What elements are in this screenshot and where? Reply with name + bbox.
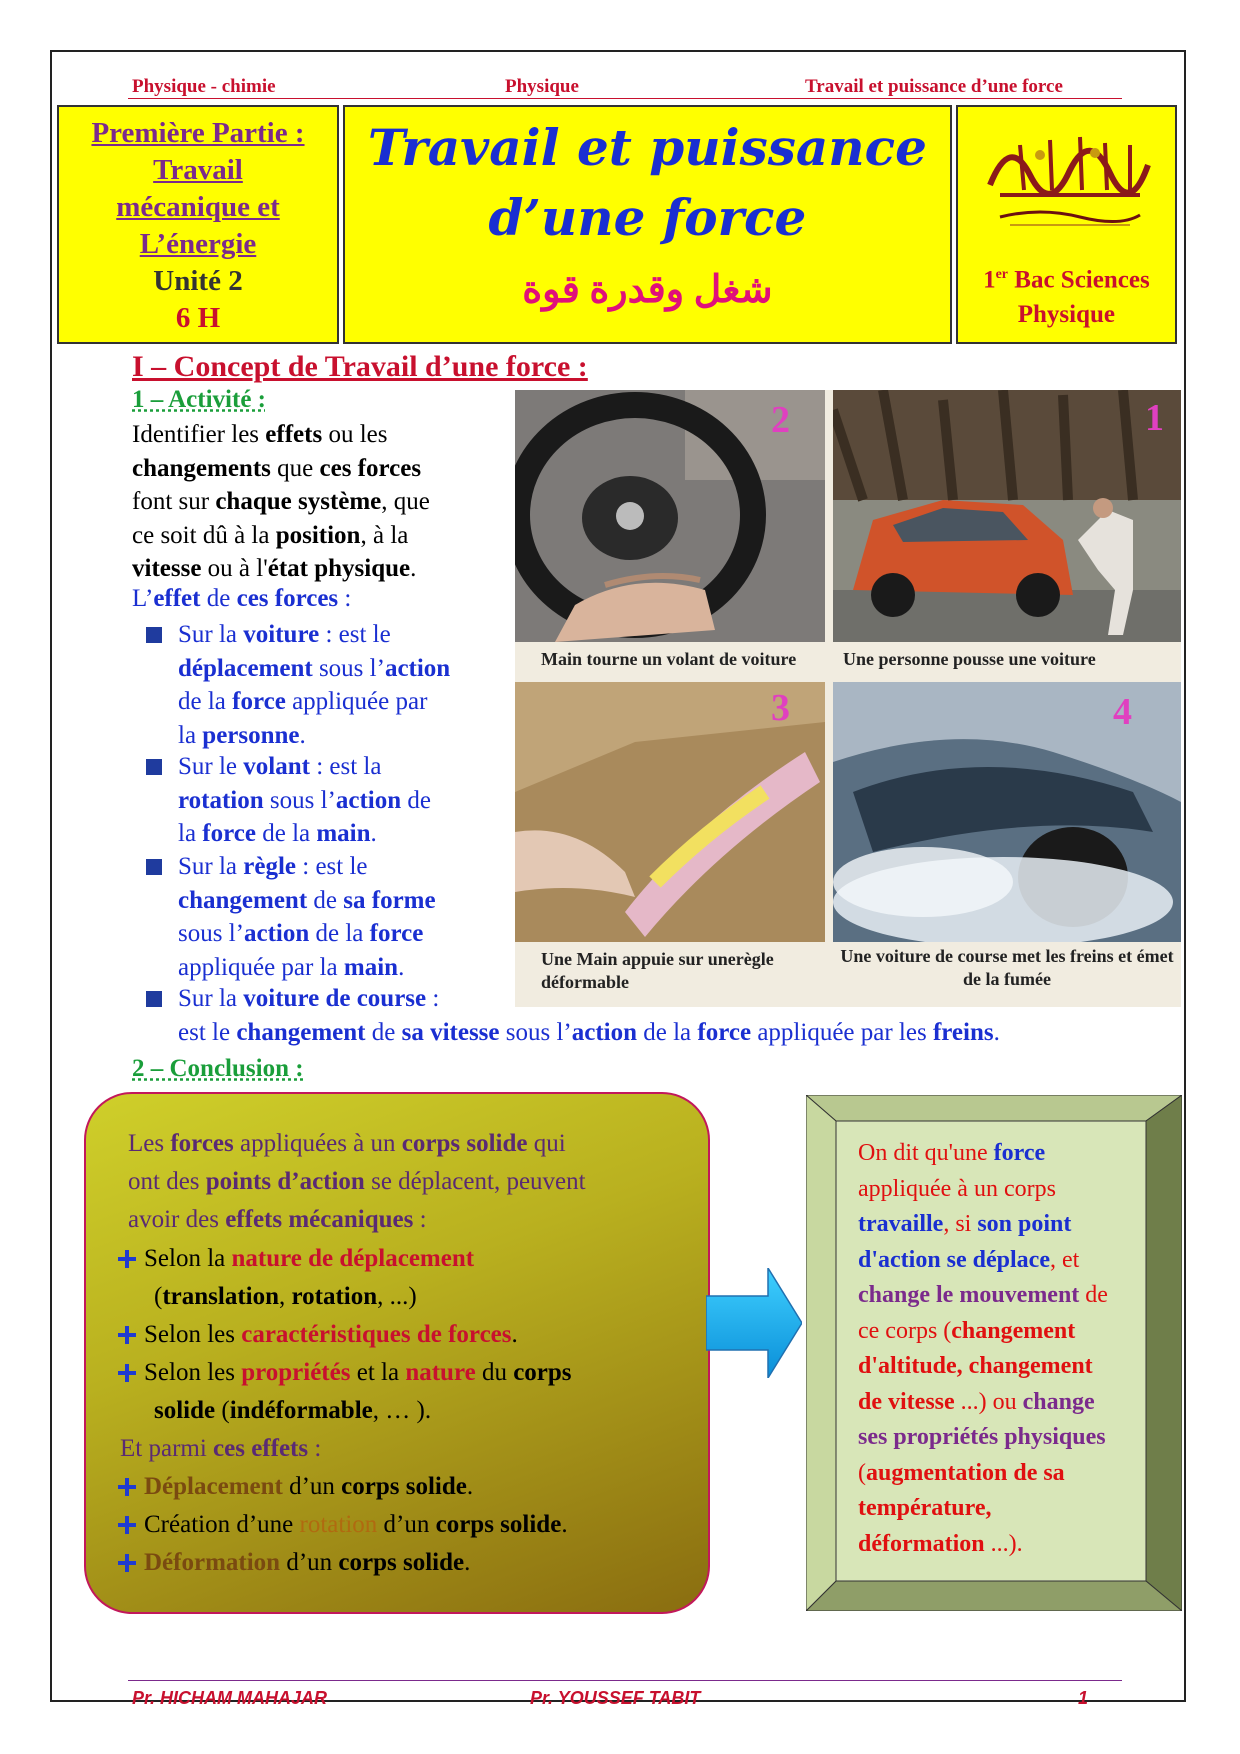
text-run: , et — [1050, 1246, 1080, 1273]
ruler-photo — [515, 682, 825, 942]
text-run: , … ). — [372, 1397, 432, 1424]
photo-caption: Une personne pousse une voiture — [843, 649, 1096, 669]
activity-title: 1 – Activité : — [132, 386, 266, 413]
bullet-line — [178, 784, 431, 818]
text-run: Selon les — [144, 1359, 242, 1386]
text-run: main — [316, 820, 371, 847]
text-run: . — [511, 1321, 518, 1348]
text-run: : — [426, 985, 440, 1012]
text-run: ( — [858, 1459, 866, 1486]
text-run: ou à l' — [201, 555, 268, 582]
text-run: règle — [243, 853, 297, 880]
text-run: change le mouvement — [858, 1282, 1080, 1308]
bullet-line — [178, 685, 450, 719]
text-run: force — [993, 1140, 1046, 1166]
text-run: effets mécaniques — [225, 1206, 414, 1233]
photo-caption: Main tourne un volant de voiture — [541, 649, 797, 669]
text-run: ces effets — [213, 1435, 309, 1462]
text-run: de la — [255, 820, 317, 847]
text-run: corps solide — [341, 1473, 467, 1500]
text-run: appliquée par les — [751, 1018, 933, 1046]
hours-label: 6 H — [175, 302, 221, 334]
unit-label: Unité 2 — [153, 265, 243, 297]
text-run: de — [1079, 1282, 1108, 1308]
bullet-line — [178, 618, 450, 652]
text-run: Sur la — [178, 853, 244, 880]
text-run: : — [413, 1206, 427, 1233]
text-run: Selon les — [144, 1321, 242, 1348]
text-run: est le — [178, 1018, 237, 1046]
definition-line — [858, 1456, 1148, 1492]
conclusion-line — [118, 1240, 474, 1277]
text-run: température, — [858, 1495, 992, 1521]
text-run: nature — [405, 1359, 476, 1386]
text-run: Déplacement — [144, 1473, 283, 1500]
conclusion-line — [118, 1468, 473, 1505]
photo-number: 3 — [771, 687, 790, 729]
text-run: ...) ou — [954, 1388, 1023, 1415]
paragraph-line — [132, 452, 512, 486]
lesson-title-arabic: شغل وقدرة قوة — [522, 269, 773, 311]
conclusion-line — [128, 1163, 586, 1200]
right-arrow-icon — [706, 1268, 802, 1378]
text-run: font sur — [132, 488, 216, 515]
bullet-line — [178, 850, 436, 884]
text-run: ( — [154, 1283, 163, 1310]
text-run: ces forces — [236, 585, 339, 612]
text-run: . — [410, 555, 417, 582]
header-subject: Physique - chimie — [132, 76, 276, 97]
plus-bullet-icon — [118, 1364, 136, 1382]
conclusion-line — [154, 1278, 417, 1315]
text-run: la — [178, 820, 203, 847]
bullet-line — [178, 951, 436, 985]
text-run: indéformable — [229, 1397, 373, 1424]
text-run: Et parmi — [120, 1435, 214, 1462]
text-run: de vitesse — [858, 1388, 955, 1415]
pushing-car-photo — [833, 390, 1181, 642]
definition-line — [858, 1349, 1148, 1385]
conclusion-line — [118, 1506, 568, 1543]
lesson-title-line1: Travail et puissance — [367, 118, 927, 177]
part-line: mécanique et — [116, 191, 280, 223]
footer-author-1: Pr. HICHAM MAHAJAR — [132, 1688, 328, 1708]
bullet-text — [178, 618, 450, 752]
footer-rule — [128, 1680, 1122, 1681]
plus-bullet-icon — [118, 1478, 136, 1496]
text-run: change — [1022, 1388, 1095, 1415]
definition-line — [858, 1527, 1148, 1563]
paragraph-line — [132, 519, 512, 553]
text-run: Sur la — [178, 985, 244, 1012]
text-run: Création d’une — [144, 1511, 300, 1538]
paragraph-line — [132, 552, 512, 586]
square-bullet-icon — [146, 759, 162, 775]
activity-instructions — [132, 418, 512, 586]
header-discipline: Physique — [505, 76, 579, 97]
photo-caption: Une voiture de course met les freins et émet de la fumée — [840, 946, 1174, 989]
text-run: avoir des — [128, 1206, 226, 1233]
definition-line — [858, 1207, 1148, 1243]
square-bullet-icon — [146, 627, 162, 643]
bullet-line — [178, 652, 450, 686]
definition-line — [858, 1385, 1148, 1421]
bullet-line — [178, 884, 436, 918]
text-run: effets — [265, 421, 323, 448]
text-run: d’un — [280, 1549, 339, 1576]
text-run: Déformation — [144, 1549, 281, 1576]
text-run: que — [270, 454, 320, 482]
text-run: ce soit dû à la — [132, 521, 276, 549]
text-run: rotation — [299, 1511, 378, 1538]
part-line: L’énergie — [139, 228, 257, 260]
plus-bullet-icon — [118, 1326, 136, 1344]
text-run: du — [475, 1359, 514, 1386]
photo-grid — [515, 390, 1181, 1007]
text-run: , que — [381, 488, 430, 515]
text-run: de la — [309, 920, 370, 947]
plus-bullet-icon — [118, 1516, 136, 1534]
level-label: 1er Bac Sciences Physique — [983, 266, 1150, 329]
text-run: vitesse — [132, 555, 202, 582]
bullet-line — [178, 917, 436, 951]
text-run: action — [384, 654, 451, 682]
text-run: force — [202, 820, 256, 847]
text-run: d’un — [377, 1511, 436, 1538]
definition-line — [858, 1314, 1148, 1350]
text-run: solide — [154, 1397, 216, 1424]
photo-number: 2 — [771, 399, 790, 441]
text-run: force — [369, 920, 424, 947]
text-run: : est le — [296, 853, 368, 880]
lesson-title-line2: d’une force — [488, 188, 807, 247]
text-run: action — [335, 786, 402, 814]
text-run: et la — [350, 1359, 406, 1386]
text-run: état physique — [267, 555, 411, 582]
text-run: : — [338, 585, 352, 612]
plus-bullet-icon — [118, 1554, 136, 1572]
text-run: ce corps ( — [858, 1317, 952, 1344]
text-run: : est la — [309, 753, 382, 780]
text-run: . — [370, 820, 377, 847]
text-run: action — [243, 920, 310, 947]
text-run: sous l’ — [312, 654, 385, 682]
text-run: corps solide — [338, 1549, 465, 1576]
text-run: ou les — [322, 421, 388, 448]
text-run: action — [571, 1018, 638, 1046]
plus-bullet-icon — [118, 1250, 136, 1268]
definition-text — [858, 1136, 1148, 1562]
text-run: main — [343, 953, 399, 981]
basmala-calligraphy-logo — [980, 115, 1156, 235]
text-run: rotation — [178, 786, 264, 814]
conclusion-line — [154, 1392, 431, 1429]
text-run: changement — [178, 886, 308, 914]
text-run: déformation — [858, 1530, 985, 1557]
definition-line — [858, 1278, 1148, 1314]
text-run: effet — [153, 585, 201, 612]
text-run: force — [697, 1018, 752, 1046]
square-bullet-icon — [146, 991, 162, 1007]
definition-line — [858, 1420, 1148, 1456]
text-run: translation — [162, 1283, 280, 1310]
text-run: Identifier les — [132, 421, 266, 448]
text-run: qui — [527, 1130, 566, 1157]
text-run: sous l’ — [178, 920, 244, 947]
conclusion-line — [118, 1544, 470, 1581]
text-run: appliquée par — [285, 688, 428, 715]
text-run: . — [561, 1511, 568, 1538]
text-run: sous l’ — [499, 1018, 572, 1046]
text-run: . — [299, 721, 306, 749]
text-run: de — [365, 1018, 402, 1046]
text-run: , ...) — [377, 1283, 417, 1310]
text-run: Selon la — [144, 1245, 232, 1272]
text-run: d'altitude, changement — [858, 1353, 1093, 1379]
bullet-line — [178, 750, 431, 784]
text-run: la — [178, 721, 203, 749]
text-run: force — [232, 688, 286, 715]
text-run: , à la — [360, 521, 409, 549]
bullet-text — [178, 750, 431, 851]
text-run: : — [308, 1435, 322, 1462]
text-run: d'action se déplace — [858, 1246, 1050, 1273]
text-run: , si — [943, 1211, 978, 1237]
header-lesson: Travail et puissance d’une force — [805, 76, 1063, 97]
text-run: . — [464, 1549, 471, 1576]
bullet-line — [178, 1016, 1000, 1050]
text-run: ces forces — [319, 454, 422, 482]
text-run: caractéristiques de forces — [241, 1321, 512, 1348]
page-number: 1 — [1078, 1688, 1089, 1708]
conclusion-line — [128, 1201, 427, 1238]
conclusion-line — [120, 1430, 321, 1467]
part-line: Première Partie : — [91, 117, 305, 149]
title-cell — [343, 105, 952, 344]
text-run: corps — [513, 1359, 572, 1386]
text-run: points d’action — [205, 1168, 365, 1195]
conclusion-line — [118, 1354, 572, 1391]
text-run: freins — [932, 1018, 994, 1046]
text-run: son point — [977, 1211, 1072, 1237]
text-run: appliquées à un — [233, 1130, 402, 1157]
text-run: voiture de course — [243, 985, 427, 1012]
text-run: volant — [243, 753, 310, 780]
text-run: se déplacent, peuvent — [364, 1168, 586, 1195]
title-banner — [57, 105, 1177, 344]
text-run: déplacement — [178, 654, 313, 682]
text-run: changements — [132, 454, 271, 482]
text-run: de — [200, 585, 237, 612]
text-run: propriétés — [241, 1359, 351, 1386]
text-run: de la — [637, 1018, 698, 1046]
definition-line — [858, 1136, 1148, 1172]
text-run: voiture — [243, 621, 320, 648]
text-run: corps solide — [435, 1511, 562, 1538]
text-run: ont des — [128, 1168, 206, 1195]
text-run: rotation — [291, 1283, 378, 1310]
text-run: sa vitesse — [401, 1018, 500, 1046]
definition-line — [858, 1243, 1148, 1279]
definition-line — [858, 1172, 1148, 1208]
text-run: forces — [170, 1130, 234, 1157]
text-run: changement — [951, 1317, 1076, 1344]
text-run: changement — [236, 1018, 366, 1046]
part-line: Travail — [153, 154, 243, 186]
text-run: Sur le — [178, 753, 244, 780]
bullet-text — [178, 850, 436, 984]
part-cell — [57, 105, 339, 344]
paragraph-line — [132, 485, 512, 519]
effect-line — [132, 585, 351, 613]
text-run: Les — [128, 1130, 171, 1157]
text-run: position — [275, 521, 361, 549]
text-run: sa forme — [343, 886, 436, 914]
text-run: L’ — [132, 585, 154, 612]
bullet-line — [178, 817, 431, 851]
footer-author-2: Pr. YOUSSEF TABIT — [530, 1688, 701, 1708]
bullet-line — [178, 719, 450, 753]
text-run: ( — [215, 1397, 230, 1424]
text-run: ...). — [984, 1530, 1023, 1557]
text-run: . — [398, 953, 405, 981]
conclusion-line — [128, 1125, 566, 1162]
text-run: Sur la — [178, 621, 244, 648]
text-run: , — [279, 1283, 292, 1310]
text-run: de — [307, 886, 344, 914]
steering-wheel-photo — [515, 390, 825, 642]
text-run: . — [466, 1473, 474, 1500]
paragraph-line — [132, 418, 512, 452]
photo-number: 4 — [1113, 691, 1132, 733]
text-run: personne — [202, 721, 300, 749]
text-run: chaque système — [215, 488, 382, 515]
text-run: On dit qu'une — [858, 1140, 994, 1166]
level-cell — [956, 105, 1177, 344]
conclusion-title: 2 – Conclusion : — [132, 1055, 304, 1082]
text-run: ses propriétés physiques — [858, 1424, 1106, 1450]
text-run: augmentation de sa — [866, 1459, 1065, 1486]
text-run: d’un — [282, 1473, 342, 1500]
text-run: de — [401, 786, 432, 814]
race-car-photo — [833, 682, 1181, 942]
text-run: travaille — [858, 1211, 944, 1237]
text-run: de la — [178, 688, 233, 715]
section-title: I – Concept de Travail d’une force : — [132, 350, 588, 383]
text-run: corps solide — [401, 1130, 528, 1157]
header-rule — [128, 98, 1122, 99]
text-run: nature de déplacement — [231, 1245, 475, 1272]
conclusion-line — [118, 1316, 518, 1353]
definition-line — [858, 1491, 1148, 1527]
square-bullet-icon — [146, 859, 162, 875]
photo-caption: Une Main appuie sur unerègle déformable — [541, 949, 774, 992]
text-run: sous l’ — [263, 786, 336, 814]
text-run: . — [993, 1018, 1000, 1046]
photo-number: 1 — [1145, 397, 1164, 439]
text-run: : est le — [319, 621, 391, 648]
text-run: appliquée à un corps — [858, 1175, 1056, 1202]
text-run: appliquée par la — [178, 953, 344, 981]
